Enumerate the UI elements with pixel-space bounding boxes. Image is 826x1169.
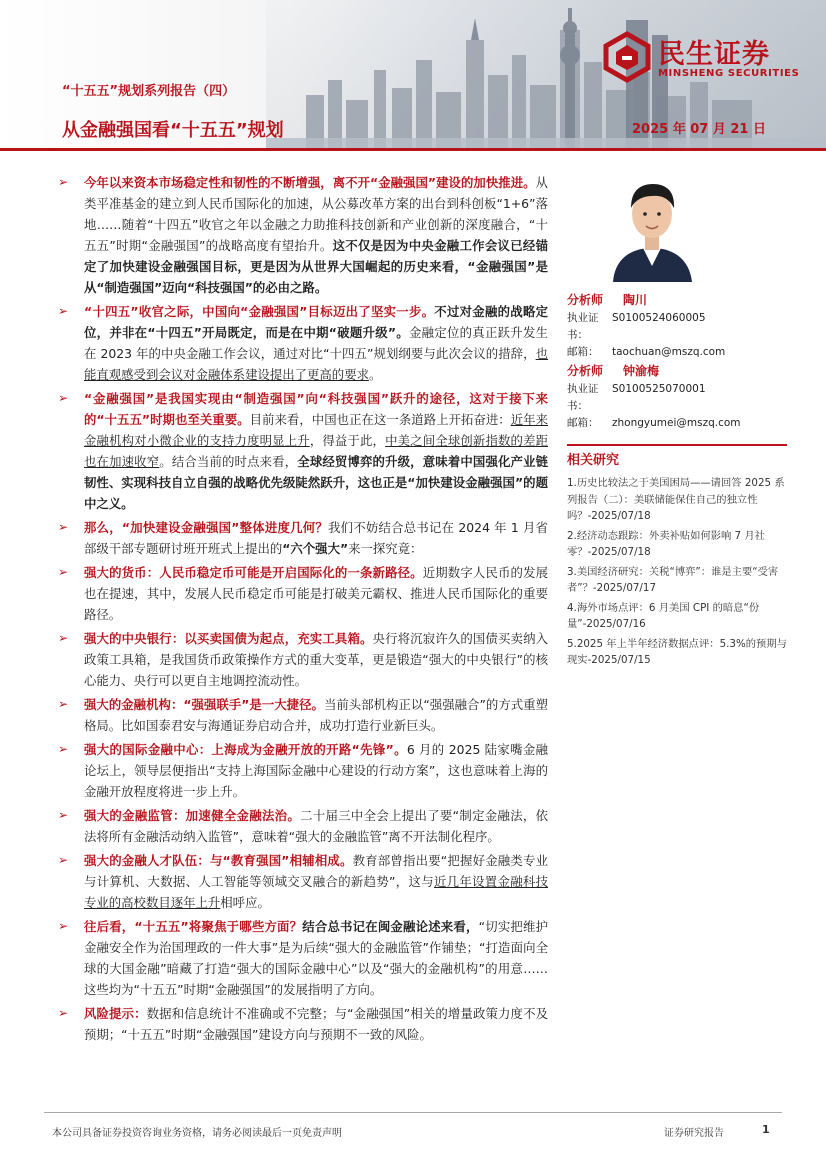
logo-chinese-text: 民生证券 <box>658 39 770 70</box>
summary-paragraph <box>58 517 548 559</box>
series-title: “十五五”规划系列报告（四） <box>62 84 236 99</box>
header-banner <box>0 0 826 150</box>
paragraph-text-segment: 强大的金融机构：“强强联手”是一大捷径。 <box>84 697 324 712</box>
paragraph-text-segment: 强大的国际金融中心：上海成为金融开放的开路“先锋”。 <box>84 742 407 757</box>
paragraph-text-segment: “金融强国”是我国实现由“制造强国”向“科技强国”跃升的途径，这对于接下来的“十五五”时期也至关重要。 <box>84 391 548 427</box>
related-research-item[interactable]: 3.美国经济研究：关税“博弈”：谁是主要“受害者”？-2025/07/17 <box>567 565 779 594</box>
paragraph-text-segment: 这不仅是因为中央金融工作会议已经锚定了加快建设金融强国目标，更是因为从世界大国崛起的历史来看，“金融强国”是从“制造强国”迈向“科技强国”的必由之路。 <box>84 238 549 295</box>
summary-paragraph <box>58 562 548 625</box>
related-research-item[interactable]: 5.2025 年上半年经济数据点评：5.3%的预期与现实-2025/07/15 <box>567 637 787 666</box>
minsheng-logo-icon <box>600 30 654 84</box>
analyst-cert-value: S0100525070001 <box>612 383 706 395</box>
paragraph-text-segment: 中美之间全球创新指数的差距也在加速收窄 <box>84 433 549 469</box>
paragraph-text-segment: 我们不妨结合总书记在 2024 年 1 月省部级干部专题研讨班开班式上提出的 <box>84 520 548 556</box>
paragraph-text-segment: 近期数字人民币的发展也在提速，其中，发展人民币稳定币可能是打破美元霸权、推进人民币国际化的重要路径。 <box>84 565 549 622</box>
summary-paragraph <box>58 1003 548 1045</box>
related-research-item[interactable]: 2.经济动态跟踪：外卖补贴如何影响 7 月社零？-2025/07/18 <box>567 529 765 558</box>
footer-doc-type: 证券研究报告 <box>664 1128 724 1139</box>
paragraph-text-segment: 6 月的 2025 陆家嘴金融论坛上，领导层便指出“支持上海国际金融中心建设的行动方案”，这也意味着上海的金融开放程度将进一步上升。 <box>84 742 548 799</box>
analyst-cert-label: 执业证书： <box>567 383 599 412</box>
paragraph-text-segment: 全球经贸博弈的升级，意味着中国强化产业链韧性、实现科技自立自强的战略优先级陡然跃升，这也正是“加快建设金融强国”的题中之义。 <box>84 454 549 511</box>
related-research-item[interactable]: 4.海外市场点评：6 月美国 CPI 的暗息“份量”-2025/07/16 <box>567 601 760 630</box>
analyst-name-row <box>567 290 787 310</box>
logo-english-text: MINSHENG SECURITIES <box>658 68 800 79</box>
analyst-cert-line <box>567 381 787 415</box>
summary-paragraph <box>58 628 548 691</box>
analyst-email-value[interactable]: zhongyumei@mszq.com <box>612 417 741 429</box>
paragraph-text-segment: 今年以来资本市场稳定性和韧性的不断增强，离不开“金融强国”建设的加快推进。 <box>84 175 536 190</box>
analyst-role: 分析师 <box>567 364 604 378</box>
related-research-list <box>567 475 787 669</box>
paragraph-text-segment: 相呼应。 <box>220 895 270 910</box>
report-title: 从金融强国看“十五五”规划 <box>62 120 284 141</box>
bullet-arrow-icon: ➢ <box>58 391 69 405</box>
summary-paragraph <box>58 301 548 385</box>
summary-paragraph <box>58 916 548 1000</box>
bullet-arrow-icon: ➢ <box>58 304 69 318</box>
sidebar-column <box>567 160 787 669</box>
footer-divider <box>44 1112 782 1113</box>
paragraph-text-segment: ，得益于此， <box>309 433 386 448</box>
summary-paragraph <box>58 388 548 514</box>
paragraph-text-segment: 近几年设置金融科技专业的高校数目逐年上升 <box>84 874 549 910</box>
paragraph-text-segment: 央行将沉寂许久的国债买卖纳入政策工具箱，是我国货币政策操作方式的重大变革，更是锻造“强大的中央银行”的核心能力、央行可以更自主地调控流动性。 <box>84 631 549 688</box>
paragraph-text-segment: 。结合当前的时点来看， <box>159 454 298 469</box>
paragraph-text-segment: 二十届三中全会上提出了要“制定金融法，依法将所有金融活动纳入监管”，意味着“强大的金融监管”离不开法制化程序。 <box>84 808 549 844</box>
bullet-arrow-icon: ➢ <box>58 520 69 534</box>
report-date: 2025 年 07 月 21 日 <box>632 122 766 137</box>
analyst-name: 钟渝梅 <box>623 364 660 378</box>
analyst-email-value[interactable]: taochuan@mszq.com <box>612 346 726 358</box>
paragraph-text-segment: 目前来看，中国也正在这一条道路上开拓奋进： <box>249 412 511 427</box>
paragraph-text-segment: 强大的金融人才队伍：与“教育强国”相辅相成。 <box>84 853 353 868</box>
analyst-list <box>567 290 787 432</box>
analyst-cert-label: 执业证书： <box>567 312 599 341</box>
bullet-arrow-icon: ➢ <box>58 175 69 189</box>
analyst-cert-line <box>567 310 787 344</box>
related-research-item[interactable]: 1.历史比较法之于美国困局——请回答 2025 系列报告（二）：美联储能保住自己的独立性吗？-2025/07/18 <box>567 477 785 522</box>
paragraph-text-segment: “六个强大” <box>282 541 349 556</box>
related-research-heading: 相关研究 <box>567 444 787 472</box>
summary-paragraph <box>58 694 548 736</box>
bullet-arrow-icon: ➢ <box>58 631 69 645</box>
paragraph-text-segment: 风险提示： <box>84 1006 147 1021</box>
summary-paragraph <box>58 172 548 298</box>
paragraph-text-segment: 也能直观感受到会议对金融体系建设提出了更高的要求 <box>84 346 548 382</box>
bullet-arrow-icon: ➢ <box>58 853 69 867</box>
paragraph-text-segment: “十四五”收官之际，中国向“金融强国”目标迈出了坚实一步。 <box>84 304 435 319</box>
analyst-cert-value: S0100524060005 <box>612 312 706 324</box>
header-divider <box>0 148 826 151</box>
bullet-arrow-icon: ➢ <box>58 808 69 822</box>
bullet-arrow-icon: ➢ <box>58 565 69 579</box>
paragraph-text-segment: 结合总书记在闽金融论述来看， <box>302 919 479 934</box>
paragraph-text-segment: 那么，“加快建设金融强国”整体进度几何？ <box>84 520 328 535</box>
analyst-email-line <box>567 344 787 361</box>
summary-paragraph <box>58 739 548 802</box>
analyst-role: 分析师 <box>567 293 604 307</box>
page-number: 1 <box>762 1123 770 1136</box>
footer-disclaimer: 本公司具备证券投资咨询业务资格，请务必阅读最后一页免责声明 <box>52 1128 342 1139</box>
paragraph-text-segment: 往后看，“十五五”将聚焦于哪些方面？ <box>84 919 303 934</box>
summary-column <box>58 172 548 1048</box>
bullet-arrow-icon: ➢ <box>58 919 69 933</box>
paragraph-text-segment: 强大的金融监管：加速健全金融法治。 <box>84 808 301 823</box>
summary-paragraph <box>58 805 548 847</box>
minsheng-logo <box>600 30 800 90</box>
analyst-photo <box>605 162 700 282</box>
analyst-name-row <box>567 361 787 381</box>
analyst-email-line <box>567 415 787 432</box>
paragraph-text-segment: 数据和信息统计不准确或不完整；与“金融强国”相关的增量政策力度不及预期；“十五五”时期“金融强国”建设方向与预期不一致的风险。 <box>84 1006 549 1042</box>
paragraph-text-segment: “切实把维护金融安全作为治国理政的一件大事”是为后续“强大的金融监管”作铺垫；“打造面向全球的大国金融”暗藏了打造“强大的国际金融中心”以及“强大的金融机构”的用意……这些均为“十五五”时期“金融强国”的发展指明了方向。 <box>84 919 549 997</box>
paragraph-text-segment: 教育部曾指出要“把握好金融类专业与计算机、大数据、人工智能等领域交叉融合的新趋势”，这与 <box>84 853 548 889</box>
paragraph-text-segment: 强大的中央银行：以买卖国债为起点，充实工具箱。 <box>84 631 373 646</box>
bullet-arrow-icon: ➢ <box>58 742 69 756</box>
paragraph-text-segment: 来一探究竟： <box>348 541 423 556</box>
paragraph-text-segment: 。 <box>368 367 382 382</box>
analyst-email-label: 邮箱： <box>567 346 599 358</box>
summary-paragraph <box>58 850 548 913</box>
bullet-arrow-icon: ➢ <box>58 1006 69 1020</box>
analyst-name: 陶川 <box>623 293 648 307</box>
analyst-email-label: 邮箱： <box>567 417 599 429</box>
paragraph-text-segment: 当前头部机构正以“强强融合”的方式重塑格局。比如国泰君安与海通证券启动合并，成功打造行业新巨头。 <box>84 697 548 733</box>
paragraph-text-segment: 不过对金融的战略定位，并非在“十四五”开局既定，而是在中期“破题升级”。 <box>84 304 549 340</box>
paragraph-text-segment: 强大的货币：人民币稳定币可能是开启国际化的一条新路径。 <box>84 565 423 580</box>
paragraph-text-segment: 近年来金融机构对小微企业的支持力度明显上升 <box>84 412 549 448</box>
paragraph-text-segment: 金融定位的真正跃升发生在 2023 年的中央金融工作会议，通过对比“十四五”规划纲要与此次会议的措辞， <box>84 325 549 361</box>
paragraph-text-segment: 从类平准基金的建立到人民币国际化的加速，从公募改革方案的出台到科创板“1+6”落地……随着“十四五”收官之年以金融之力助推科技创新和产业创新的深度融合，“十五五”时期“金融强国”的战略高度有望抬升。 <box>84 175 548 253</box>
bullet-arrow-icon: ➢ <box>58 697 69 711</box>
